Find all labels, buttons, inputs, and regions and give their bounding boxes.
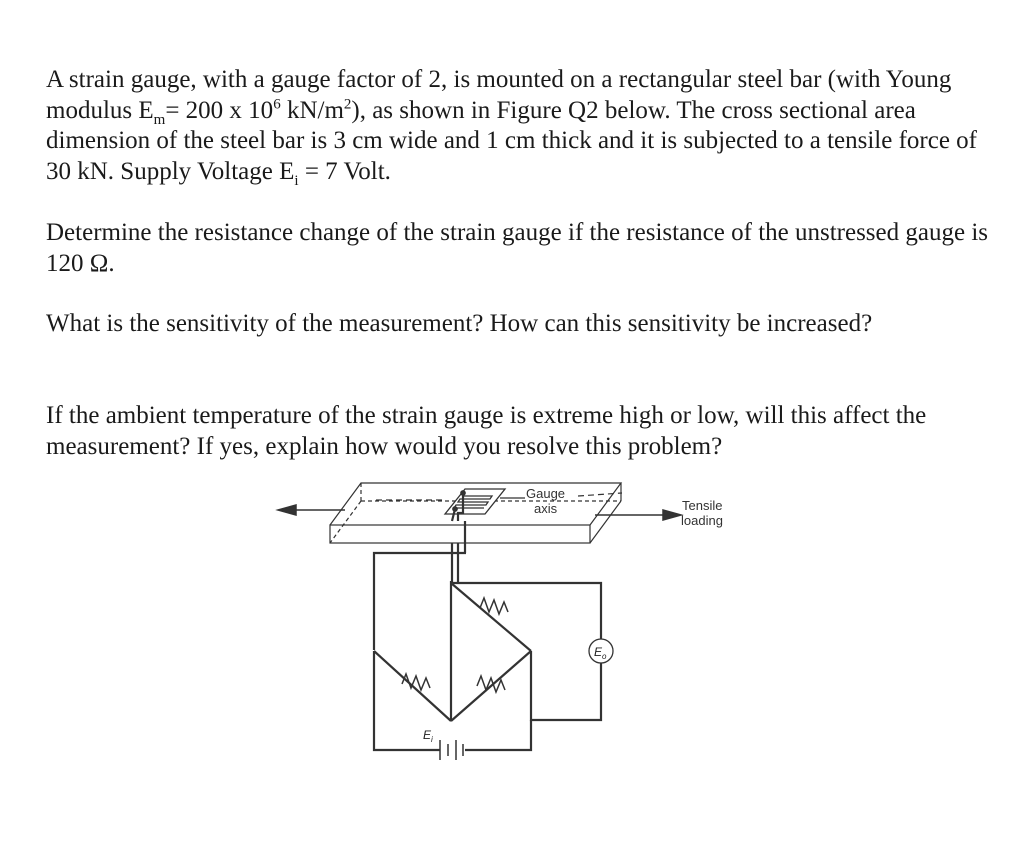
- gauge-axis-label-line1: Gauge: [526, 486, 566, 501]
- question-paragraph-2: Determine the resistance change of the strain gauge if the resistance of the unstressed gauge is 120 Ω.: [46, 219, 989, 277]
- tensile-loading-label-line2: loading: [681, 513, 723, 528]
- question-paragraph-1: A strain gauge, with a gauge factor of 2, is mounted on a rectangular steel bar (with Young modulus $E_m= 200$ x $10^6$ $kN/m^2$), as shown in Figure Q2 below. The cross sectional area dimension of the steel bar is 3 cm wide and 1 cm thick and it is subjected to a tensile force of 30 kN. Supply Voltage $E_i = 7$ Volt.: [46, 66, 977, 189]
- bridge-resistors: [402, 598, 508, 692]
- question-paragraph-4: If the ambient temperature of the strain gauge is extreme high or low, will this affect the measurement? If yes, explain how would you resolve this problem?: [46, 402, 927, 460]
- tensile-loading-label-line1: Tensile: [682, 498, 723, 513]
- eo-label: $E_o$: [594, 645, 607, 661]
- ei-label: $E_i$: [423, 728, 433, 744]
- battery-symbol: [440, 740, 463, 760]
- question-paragraph-3: What is the sensitivity of the measurement? How can this sensitivity be increased?: [46, 310, 873, 337]
- strain-gauge-figure: [0, 470, 1024, 800]
- lead-wires: [374, 493, 601, 750]
- gauge-axis-label-line2: axis: [534, 501, 558, 516]
